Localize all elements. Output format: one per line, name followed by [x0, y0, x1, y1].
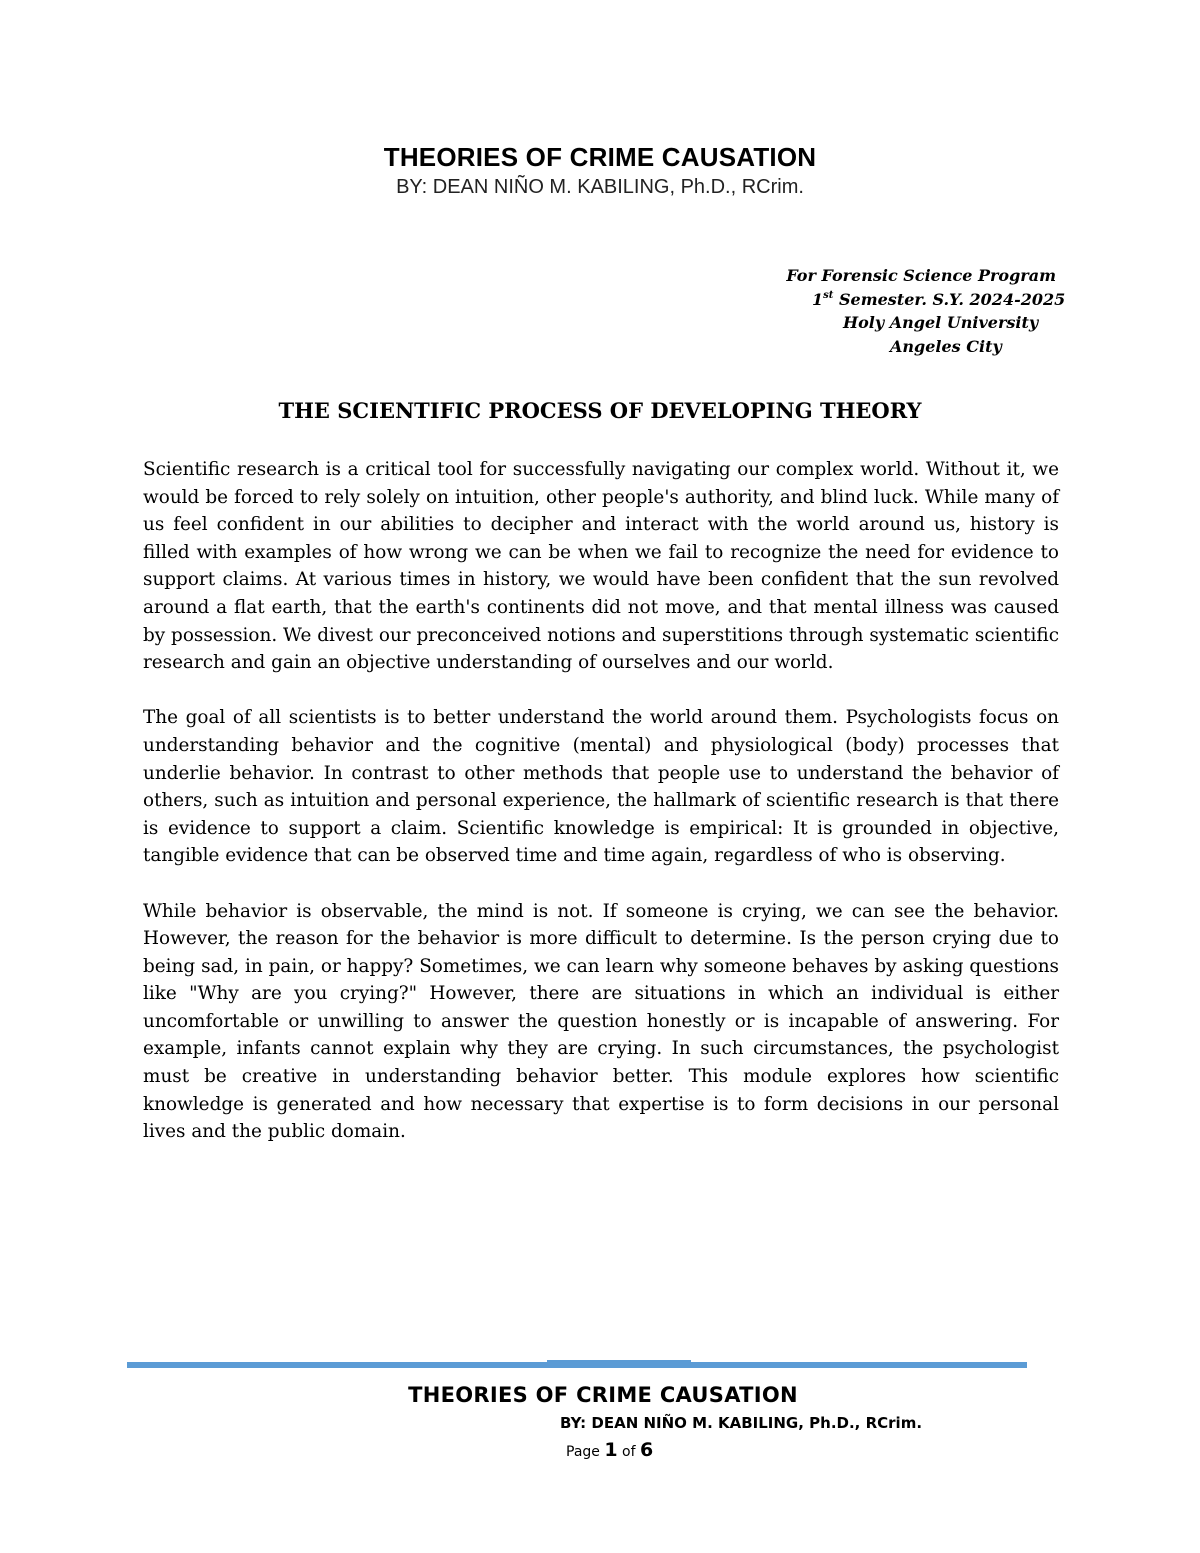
semester-line [760, 288, 1066, 312]
footer-title: THEORIES OF CRIME CAUSATION [408, 1383, 798, 1407]
program-name: For Forensic Science Program [786, 266, 1056, 285]
document-author: BY: DEAN NIÑO M. KABILING, Ph.D., RCrim. [396, 176, 804, 198]
city-name: Angeles City [890, 336, 1002, 356]
university-name: Holy Angel University [843, 313, 1039, 332]
document-title: THEORIES OF CRIME CAUSATION [383, 142, 817, 172]
page-number [566, 1437, 706, 1465]
page-total: 6 [640, 1439, 654, 1461]
footer-author: BY: DEAN NIÑO M. KABILING, Ph.D., RCrim. [560, 1414, 923, 1432]
footer-divider-accent [547, 1360, 691, 1363]
paragraph: While behavior is observable, the mind is not. If someone is crying, we can see the behavior. However, the reason for the behavior is more difficult to determine. Is the person crying due to being sad, in pain, or happy? Sometimes, we can learn why someone behaves by asking questions like "Why are you crying?" However, there are situations in which an individual is either uncomfortable or unwilling to answer the question honestly or is incapable of answering. For example, infants cannot explain why they are crying. In such circumstances, the psychologist must be creative in understanding behavior better. This module explores how scientific knowledge is generated and how necessary that expertise is to form decisions in our personal lives and the public domain. [143, 900, 1059, 1143]
body-content [143, 456, 1059, 1173]
program-info [760, 264, 1066, 358]
page-label: Page [566, 1444, 600, 1460]
section-heading: THE SCIENTIFIC PROCESS OF DEVELOPING THEORY [278, 398, 922, 423]
page-current: 1 [604, 1439, 618, 1461]
semester-number: 1 [812, 289, 824, 309]
paragraph: The goal of all scientists is to better understand the world around them. Psychologists focus on understanding behavior and the cognitive (mental) and physiological (body) processes that underlie behavior. In contrast to other methods that people use to understand the behavior of others, such as intuition and personal experience, the hallmark of scientific research is that there is evidence to support a claim. Scientific knowledge is empirical: It is grounded in objective, tangible evidence that can be observed time and time again, regardless of who is observing. [143, 707, 1059, 867]
paragraph: Scientific research is a critical tool for successfully navigating our complex world. Without it, we would be forced to rely solely on intuition, other people's authority, and blind luck. While many of us feel confident in our abilities to decipher and interact with the world around us, history is filled with examples of how wrong we can be when we fail to recognize the need for evidence to support claims. At various times in history, we would have been confident that the sun revolved around a flat earth, that the earth's continents did not move, and that mental illness was caused by possession. We divest our preconceived notions and superstitions through systematic scientific research and gain an objective understanding of ourselves and our world. [143, 459, 1059, 674]
page-of: of [622, 1444, 636, 1460]
semester-ordinal: st [823, 289, 834, 301]
semester-text: Semester. S.Y. 2024-2025 [833, 289, 1066, 309]
